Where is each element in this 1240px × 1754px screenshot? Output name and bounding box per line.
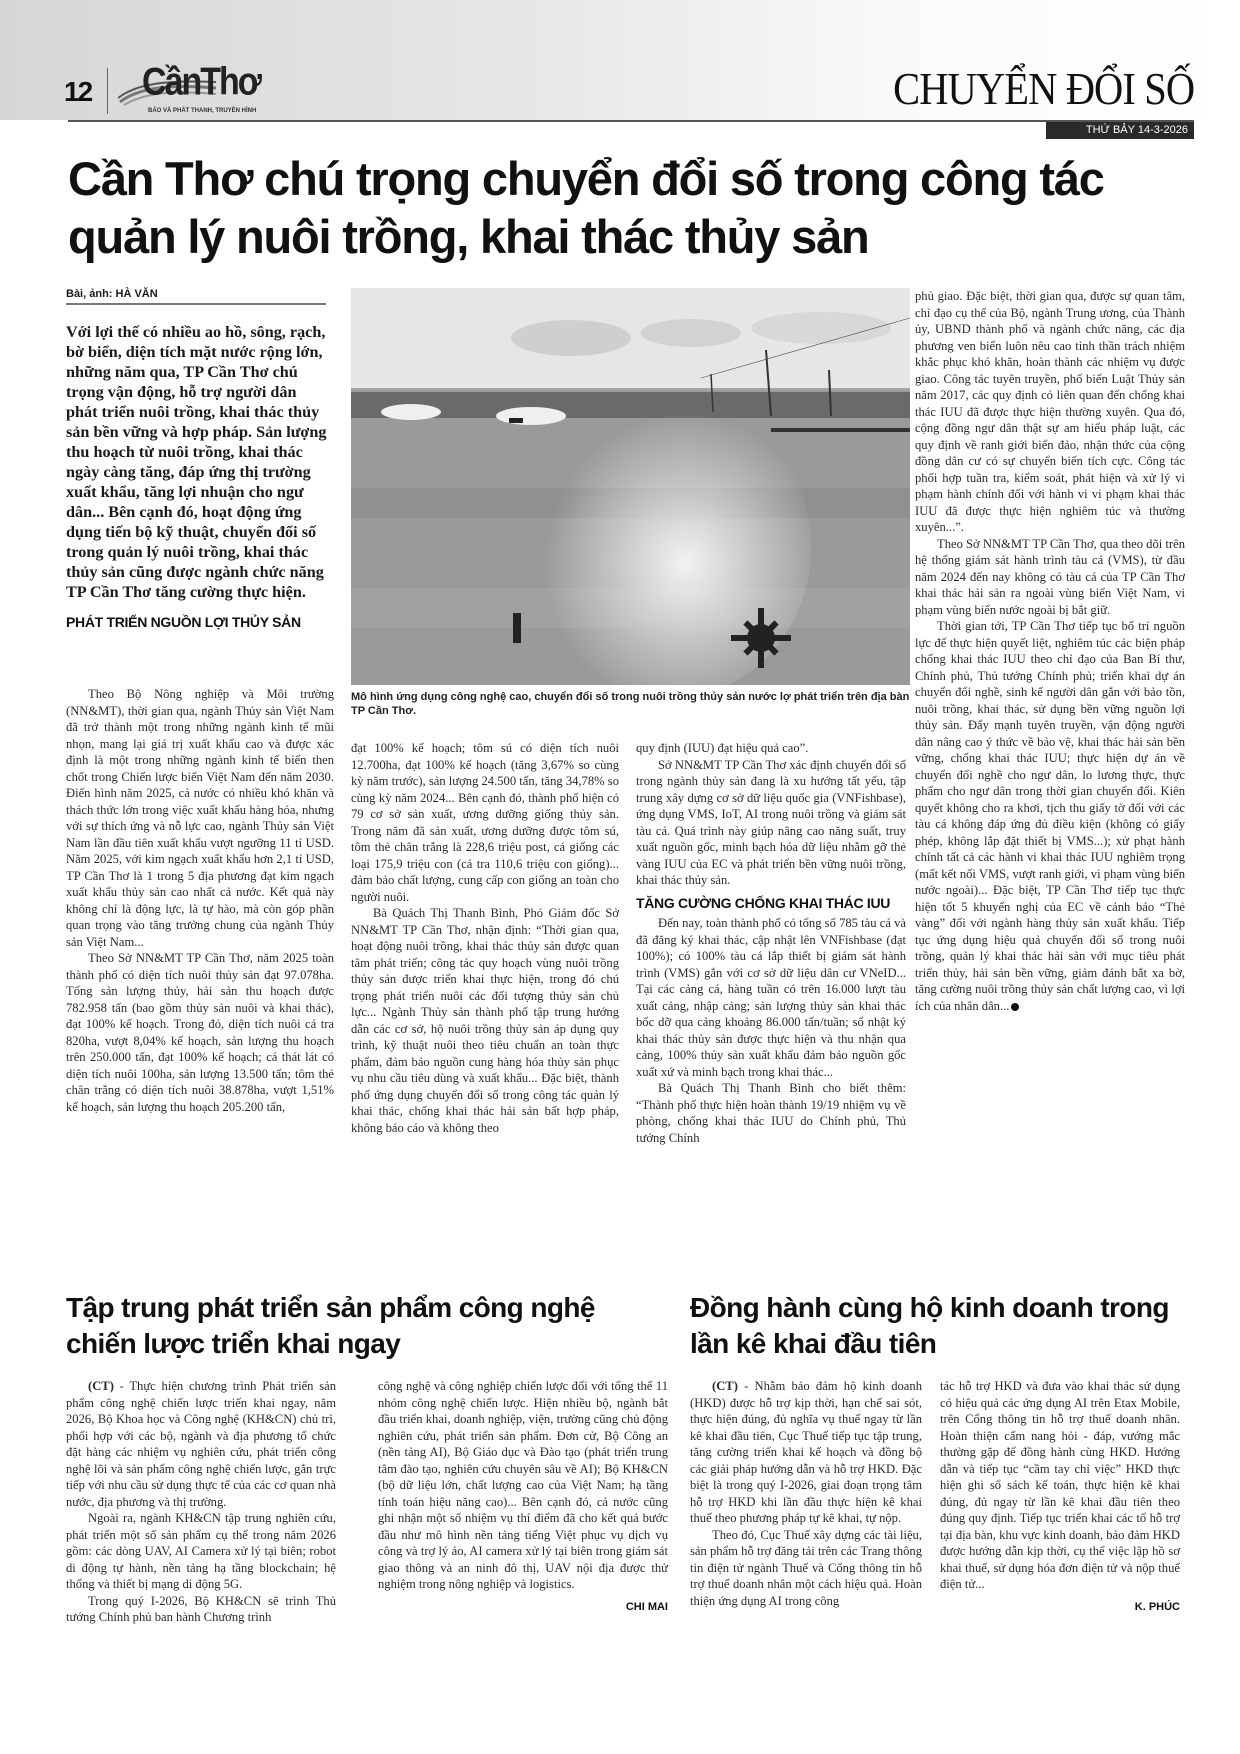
paragraph: phủ giao. Đặc biệt, thời gian qua, được sự quan tâm, chỉ đạo cụ thể của Bộ, ngành Trung ương, của Thành ủy, UBND thành phố và ngành chức năng, các địa phương ven biển luôn nêu cao tinh thần trách nhiệm khắc phục khó khăn, hoàn thành các nhiệm vụ được giao. Công tác tuyên truyền, phổ biến Luật Thủy sản năm 2017, các quy định có liên quan đến chống khai thác IUU đã được thực hiện thường xuyên. Qua đó, cộng đồng ngư dân thật sự am hiểu pháp luật, các quy định về ranh giới biển đảo, nhận thức của cộng đồng dân cư có sự chuyển biến tích cực. Công tác phối hợp tuần tra, kiểm soát, phát hiện và xử lý vi phạm hành chính đối với hành vi vi phạm khai thác IUU đã được thực hiện nghiêm túc và thường xuyên...”. xyxy=(915,289,1185,534)
lead-tag: (CT) xyxy=(88,1379,114,1393)
masthead xyxy=(0,0,1240,120)
subhead-iuu: TĂNG CƯỜNG CHỐNG KHAI THÁC IUU xyxy=(636,894,891,911)
page-number: 12 xyxy=(64,76,92,107)
paragraph: đạt 100% kế hoạch; tôm sú có diện tích nuôi 12.700ha, đạt 100% kế hoạch (tăng 3,67% so cùng kỳ năm trước), sản lượng 24.500 tấn, tăng 34,78% so cùng kỳ năm 2024... Bên cạnh đó, thành phố hiện có 79 cơ sở sản xuất, ương dưỡng giống thủy sản. Trong năm đã sản xuất, ương dưỡng được tôm sú, tôm thẻ chân trắng là 228,6 triệu post, cá giống các loại 175,9 triệu con (cá tra 110,6 triệu con giống)... đảm bảo chất lượng, cung cấp con giống an toàn cho người nuôi. xyxy=(351,741,619,904)
paragraph: Sở NN&MT TP Cần Thơ xác định chuyển đổi số trong ngành thủy sản đang là xu hướng tất yếu, tập trung xây dựng cơ sở dữ liệu quốc gia (VNFishbase), ứng dụng VMS, IoT, AI trong nuôi trồng và giám sát tàu cá. Quá trình này giúp nâng cao năng suất, truy xuất nguồn gốc, minh bạch hóa dữ liệu nhằm gỡ thẻ vàng IUU của EC và phát triển bền vững nuôi trồng, khai thác thủy sản. xyxy=(636,757,906,887)
end-mark-icon xyxy=(1011,1003,1019,1011)
article-photo xyxy=(351,288,910,685)
logo-wordmark: CầnThơ xyxy=(142,60,260,104)
paragraph-text: Thời gian tới, TP Cần Thơ tiếp tục bố trí nguồn lực để thực hiện quyết liệt, nghiêm túc các biện pháp chống khai thác IUU theo chỉ đạo của Ban Bí thư, Chính phủ, Thủ tướng Chính phủ; triển khai dự án chuyển đổi nghề, sinh kế người dân gắn với bảo tồn, nuôi trồng, khai thác, sử dụng bền vững nguồn lợi thủy sản. Đẩy mạnh tuyên truyền, vận động người dân nâng cao ý thức về bảo vệ, khai thác hải sản bền vững, chống khai thác IUU; thực hiện dự án về chuyển đổi nghề cho ngư dân, lo lương thực, thực phẩm cho ngư dân trong thời gian chuyển đổi. Kiên quyết không cho ra khơi, tịch thu giấy tờ đối với các tàu cá không đáp ứng đủ điều kiện (không có giấy phép, không lắp đặt thiết bị VMS...); xử phạt hành chính tất cả các hành vi khai thác IUU nghiêm trọng (mất kết nối VMS, vượt ranh giới, vi phạm vùng biển nước ngoài)... Đặc biệt, TP Cần Thơ tiếp tục thực hiện tốt 5 khuyến nghị của EC về cảnh báo “Thẻ vàng” đối với ngành hàng thủy sản xuất khẩu. Tiếp tục ứng dụng hiệu quả chuyển đổi số trong nuôi trồng, quản lý khai thác hải sản với mục tiêu phát triển thủy, hải sản bền vững, giảm đánh bắt xa bờ, tăng cường nuôi trồng thủy sản chất lượng cao, vì lợi ích của nhân dân... xyxy=(915,619,1185,1013)
tech-column-2 xyxy=(378,1378,668,1615)
shrimp-farm-aerator-image xyxy=(351,288,910,685)
main-column-3 xyxy=(636,740,906,1146)
section-title: CHUYỂN ĐỔI SỐ xyxy=(892,63,1194,114)
subhead-resources: PHÁT TRIỂN NGUỒN LỢI THỦY SẢN xyxy=(66,614,301,630)
paragraph: Theo đó, Cục Thuế xây dựng các tài liệu, sản phẩm hỗ trợ đăng tải trên các Trang thông tin điện tử ngành Thuế và Cổng thông tin hỗ trợ thuế doanh nhân một cách hiệu quả. Hoàn thiện ứng dụng AI trong công xyxy=(690,1527,922,1608)
paragraph-text: - Thực hiện chương trình Phát triển sản phẩm công nghệ chiến lược triển khai ngay, năm 2026, Bộ Khoa học và Công nghệ (KH&CN) chủ trì, phối hợp với các bộ, ngành và địa phương tổ chức đặt hàng các nhiệm vụ nghiên cứu, phát triển công nghệ lõi và sản phẩm công nghệ chiến lược, gắn trực tiếp với nhu cầu sử dụng thực tế của các cơ quan nhà nước, địa phương và thị trường. xyxy=(66,1379,336,1509)
paragraph: Bà Quách Thị Thanh Bình, Phó Giám đốc Sở NN&MT TP Cần Thơ, nhận định: “Thời gian qua, hoạt động nuôi trồng, khai thác thủy sản được quan tâm phát triển; công tác quy hoạch vùng nuôi trồng thủy sản được triển khai thực hiện, trong đó chú trọng phát triển nuôi các đối tượng thủy sản chủ lực... Ngành Thủy sản thành phố tập trung hướng dẫn các cơ sở, hộ nuôi trồng thủy sản áp dụng quy trình, kỹ thuật nuôi theo tiêu chuẩn an toàn thực phẩm, đảm bảo nguồn cung hàng hóa thủy sản phục vụ nhu cầu tiêu dùng và xuất khẩu... Đặc biệt, thành phố ứng dụng chuyển đổi số trong công tác quản lý khai thác, chống khai thác hải sản bất hợp pháp, không báo cáo và không theo xyxy=(351,906,619,1135)
tax-headline: Đồng hành cùng hộ kinh doanh trong lần kê khai đầu tiên xyxy=(690,1292,1169,1359)
paragraph: Đến nay, toàn thành phố có tổng số 785 tàu cá và đã đăng ký khai thác, cập nhật lên VNFishbase (đạt 100%); có 100% tàu cá lắp thiết bị giám sát hành trình (VMS) gắn với cơ sở dữ liệu dân cư VNeID... Tại các cảng cá, hàng tuần có trên 16.000 lượt tàu xuất cảng, nhập cảng; sản lượng thủy sản khai thác bốc dỡ qua cảng khoảng 86.000 tấn/tuần; sổ nhật ký khai thác thủy sản được thực hiện và thu nhận qua cảng, 100% thủy sản xuất khẩu đảm bảo nguồn gốc xuất xứ và minh bạch trong khai thác... xyxy=(636,916,906,1079)
main-column-1 xyxy=(66,686,334,1115)
paragraph xyxy=(66,1378,336,1510)
author-signature: CHI MAI xyxy=(625,1600,668,1613)
photo-caption: Mô hình ứng dụng công nghệ cao, chuyển đổi số trong nuôi trồng thủy sản nước lợ phát triển trên địa bàn TP Cần Thơ. xyxy=(351,691,910,717)
paragraph xyxy=(915,618,1185,1014)
newspaper-logo xyxy=(118,60,288,116)
tech-column-1 xyxy=(66,1378,336,1626)
tax-column-1 xyxy=(690,1378,922,1609)
paragraph: Trong quý I-2026, Bộ KH&CN sẽ trình Thủ tướng Chính phủ ban hành Chương trình xyxy=(66,1593,336,1624)
byline: Bài, ảnh: HÀ VĂN xyxy=(66,288,326,305)
paragraph: Theo Sở NN&MT TP Cần Thơ, qua theo dõi trên hệ thống giám sát hành trình tàu cá (VMS), từ đầu năm 2024 đến nay không có tàu cá của TP Cần Thơ khai thác hải sản ra ngoài vùng biển Việt Nam, vi phạm vùng biển nước ngoài bị bắt giữ. xyxy=(915,536,1185,617)
masthead-divider xyxy=(107,68,108,114)
paragraph: Bà Quách Thị Thanh Bình cho biết thêm: “Thành phố thực hiện hoàn thành 19/19 nhiệm vụ về phòng, chống khai thác IUU do Chính phủ, Thủ tướng Chính xyxy=(636,1081,906,1145)
paragraph: quy định (IUU) đạt hiệu quả cao”. xyxy=(636,741,809,755)
paragraph: tác hỗ trợ HKD và đưa vào khai thác sử dụng có hiệu quả các ứng dụng AI trên Etax Mobile, trên Cổng thông tin hỗ trợ thuế doanh nhân. Hoàn thiện cẩm nang hỏi - đáp, vướng mắc thường gặp để đồng hành cùng HKD. Hướng dẫn và tiếp tục “cầm tay chỉ việc” HKD thực hiện ghi sổ sách kế toán, thực hiện kê khai đúng, đủ ngay từ lần kê khai đầu tiên theo đúng quy định. Tiếp tục triển khai các tổ hỗ trợ tại địa bàn, khu vực kinh doanh, bảo đảm HKD được hướng dẫn kịp thời, cụ thể việc lập hồ sơ khai thuế, sử dụng hóa đơn điện tử và nộp thuế điện tử... xyxy=(940,1379,1180,1591)
paragraph: Theo Bộ Nông nghiệp và Môi trường (NN&MT), thời gian qua, ngành Thủy sản Việt Nam đã trở thành một trong những ngành kinh tế mũi nhọn, mang lại giá trị xuất khẩu cao và được xác định là một trong những ngành kinh tế biển then chốt trong Chiến lược biển Việt Nam đến năm 2030. Điển hình năm 2025, cả nước có nhiều khó khăn và thách thức lớn trong việc xuất khẩu hàng hóa, nhưng với sự thích ứng và nỗ lực cao, ngành Thủy sản Việt Nam lần đầu tiên xuất khẩu vượt ngưỡng 11 tỉ USD. Năm 2025, với kim ngạch xuất khẩu hơn 2,1 tỉ USD, TP Cần Thơ là 1 trong 5 địa phương đạt kim ngạch xuất khẩu thủy sản cao nhất cả nước. Kết quả này không chỉ là động lực, là tự hào, mà còn góp phần quan trọng vào tăng trưởng chung của ngành Thủy sản Việt Nam... xyxy=(66,687,334,949)
paragraph: Theo Sở NN&MT TP Cần Thơ, năm 2025 toàn thành phố có diện tích nuôi thủy sản đạt 97.078ha. Tổng sản lượng thủy, hải sản thu hoạch được 782.958 tấn (bao gồm thủy sản nuôi và khai thác), đạt 100% kế hoạch. Trong đó, diện tích nuôi cá tra 820ha, vượt 8,04% kế hoạch, sản lượng thu hoạch trên 250.000 tấn, đạt 100% kế hoạch; cá thát lát có diện tích nuôi 100ha, sản lượng 13.500 tấn; tôm thẻ chân trắng có diện tích nuôi 38.878ha, vượt 1,51% kế hoạch, sản lượng thu hoạch 205.200 tấn, xyxy=(66,951,334,1114)
paragraph: công nghệ và công nghiệp chiến lược đối với tổng thể 11 nhóm công nghệ chiến lược. Hiện nhiều bộ, ngành bắt đầu triển khai, doanh nghiệp, viện, trường cũng chủ động nghiên cứu, phát triển sản phẩm. Đơn cử, Bộ Công an (nền tảng AI), Bộ Giáo dục và Đào tạo (phát triển trung tâm đào tạo, nghiên cứu chuyên sâu về AI); Bộ KH&CN (bộ dữ liệu lớn, chất lượng cao của Việt Nam; hạ tầng tính toán hiệu năng cao)... Bên cạnh đó, cả nước cũng ghi nhận một số nhiệm vụ thí điểm đã cho kết quả bước đầu như mô hình nền tảng tiếng Việt phục vụ dịch vụ công và trợ lý ảo, AI camera xử lý tại biên trong giám sát giao thông và an ninh đô thị, UAV nội địa được thử nghiệm trong nông nghiệp và logistics. xyxy=(378,1379,668,1591)
main-column-2 xyxy=(351,740,619,1136)
article-lede xyxy=(66,322,332,636)
main-headline: Cần Thơ chú trọng chuyển đổi số trong công tác quản lý nuôi trồng, khai thác thủy sản xyxy=(68,152,1104,263)
paragraph-text: - Nhằm bảo đảm hộ kinh doanh (HKD) được hỗ trợ kịp thời, hạn chế sai sót, thực hiện đúng, đủ nghĩa vụ thuế ngay từ lần kê khai đầu tiên, Cục Thuế tiếp tục tập trung, tăng cường triển khai kế hoạch và đồng bộ các giải pháp hướng dẫn và hỗ trợ HKD. Đặc biệt là trong quý I-2026, giai đoạn trọng tâm hỗ trợ HKD khi lần đầu thực hiện kê khai thuế theo phương pháp tự kê khai, tự nộp. xyxy=(690,1379,922,1525)
tech-headline: Tập trung phát triển sản phẩm công nghệ chiến lược triển khai ngay xyxy=(66,1292,595,1359)
main-column-4 xyxy=(915,288,1185,1014)
issue-date: THỨ BẢY 14-3-2026 xyxy=(1046,122,1194,139)
header-rule xyxy=(68,120,1194,122)
lede-text: Với lợi thế có nhiều ao hồ, sông, rạch, bờ biển, diện tích mặt nước rộng lớn, những năm qua, TP Cần Thơ chú trọng vận động, hỗ trợ người dân phát triển nuôi trồng, khai thác thủy sản bền vững và hợp pháp. Sản lượng thu hoạch từ nuôi trồng, khai thác ngày càng tăng, đáp ứng thị trường xuất khẩu, tăng lợi nhuận cho ngư dân... Bên cạnh đó, hoạt động ứng dụng tiến bộ kỹ thuật, chuyển đổi số trong quản lý nuôi trồng, khai thác thủy sản cũng được ngành chức năng TP Cần Thơ tăng cường thực hiện. xyxy=(66,323,327,601)
tax-column-2 xyxy=(940,1378,1180,1615)
lead-tag: (CT) xyxy=(712,1379,738,1393)
author-signature: K. PHÚC xyxy=(1134,1600,1180,1613)
paragraph xyxy=(690,1378,922,1527)
paragraph: Ngoài ra, ngành KH&CN tập trung nghiên cứu, phát triển một số sản phẩm cụ thể trong năm 2026 gồm: các dòng UAV, AI Camera xử lý tại biên; robot di động tự hành, nền tảng hạ tầng blockchain; hệ thống và thiết bị mạng di động 5G. xyxy=(66,1511,336,1591)
logo-tagline: BÁO VÀ PHÁT THANH, TRUYỀN HÌNH xyxy=(148,108,257,114)
